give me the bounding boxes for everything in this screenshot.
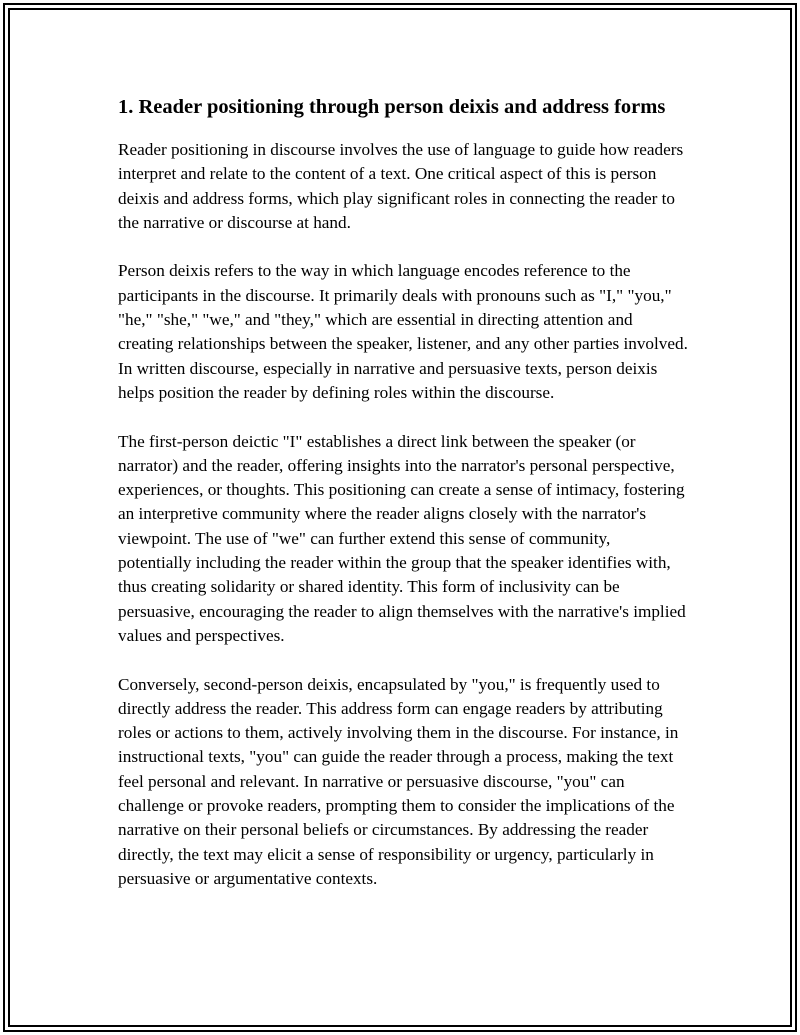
document-body	[118, 92, 688, 916]
paragraph-intro: Reader positioning in discourse involves the use of language to guide how readers interpret and relate to the content of a text. One critical aspect of this is person deixis and address forms, which play significant roles in connecting the reader to the narrative or discourse at hand.	[118, 140, 684, 232]
paragraph-person-deixis: Person deixis refers to the way in which language encodes reference to the participants in the discourse. It primarily deals with pronouns such as "I," "you," "he," "she," "we," and "they," which are essential in directing attention and creating relationships between the speaker, listener, and any other parties involved. In written discourse, especially in narrative and persuasive texts, person deixis helps position the reader by defining roles within the discourse.	[118, 261, 688, 402]
paragraph-first-person: The first-person deictic "I" establishes a direct link between the speaker (or narrator) and the reader, offering insights into the narrator's personal perspective, experiences, or thoughts. This positioning can create a sense of intimacy, fostering an interpretive community where the reader aligns closely with the narrator's viewpoint. The use of "we" can further extend this sense of community, potentially including the reader within the group that the speaker identifies with, thus creating solidarity or shared identity. This form of inclusivity can be persuasive, encouraging the reader to align themselves with the narrative's implied values and perspectives.	[118, 431, 686, 645]
paragraph-second-person: Conversely, second-person deixis, encapsulated by "you," is frequently used to directly address the reader. This address form can engage readers by attributing roles or actions to them, actively involving them in the discourse. For instance, in instructional texts, "you" can guide the reader through a process, making the text feel personal and relevant. In narrative or persuasive discourse, "you" can challenge or provoke readers, prompting them to consider the implications of the narrative on their personal beliefs or circumstances. By addressing the reader directly, the text may elicit a sense of responsibility or urgency, particularly in persuasive or argumentative contexts.	[118, 674, 679, 888]
section-heading: 1. Reader positioning through person deixis and address forms	[118, 96, 666, 118]
